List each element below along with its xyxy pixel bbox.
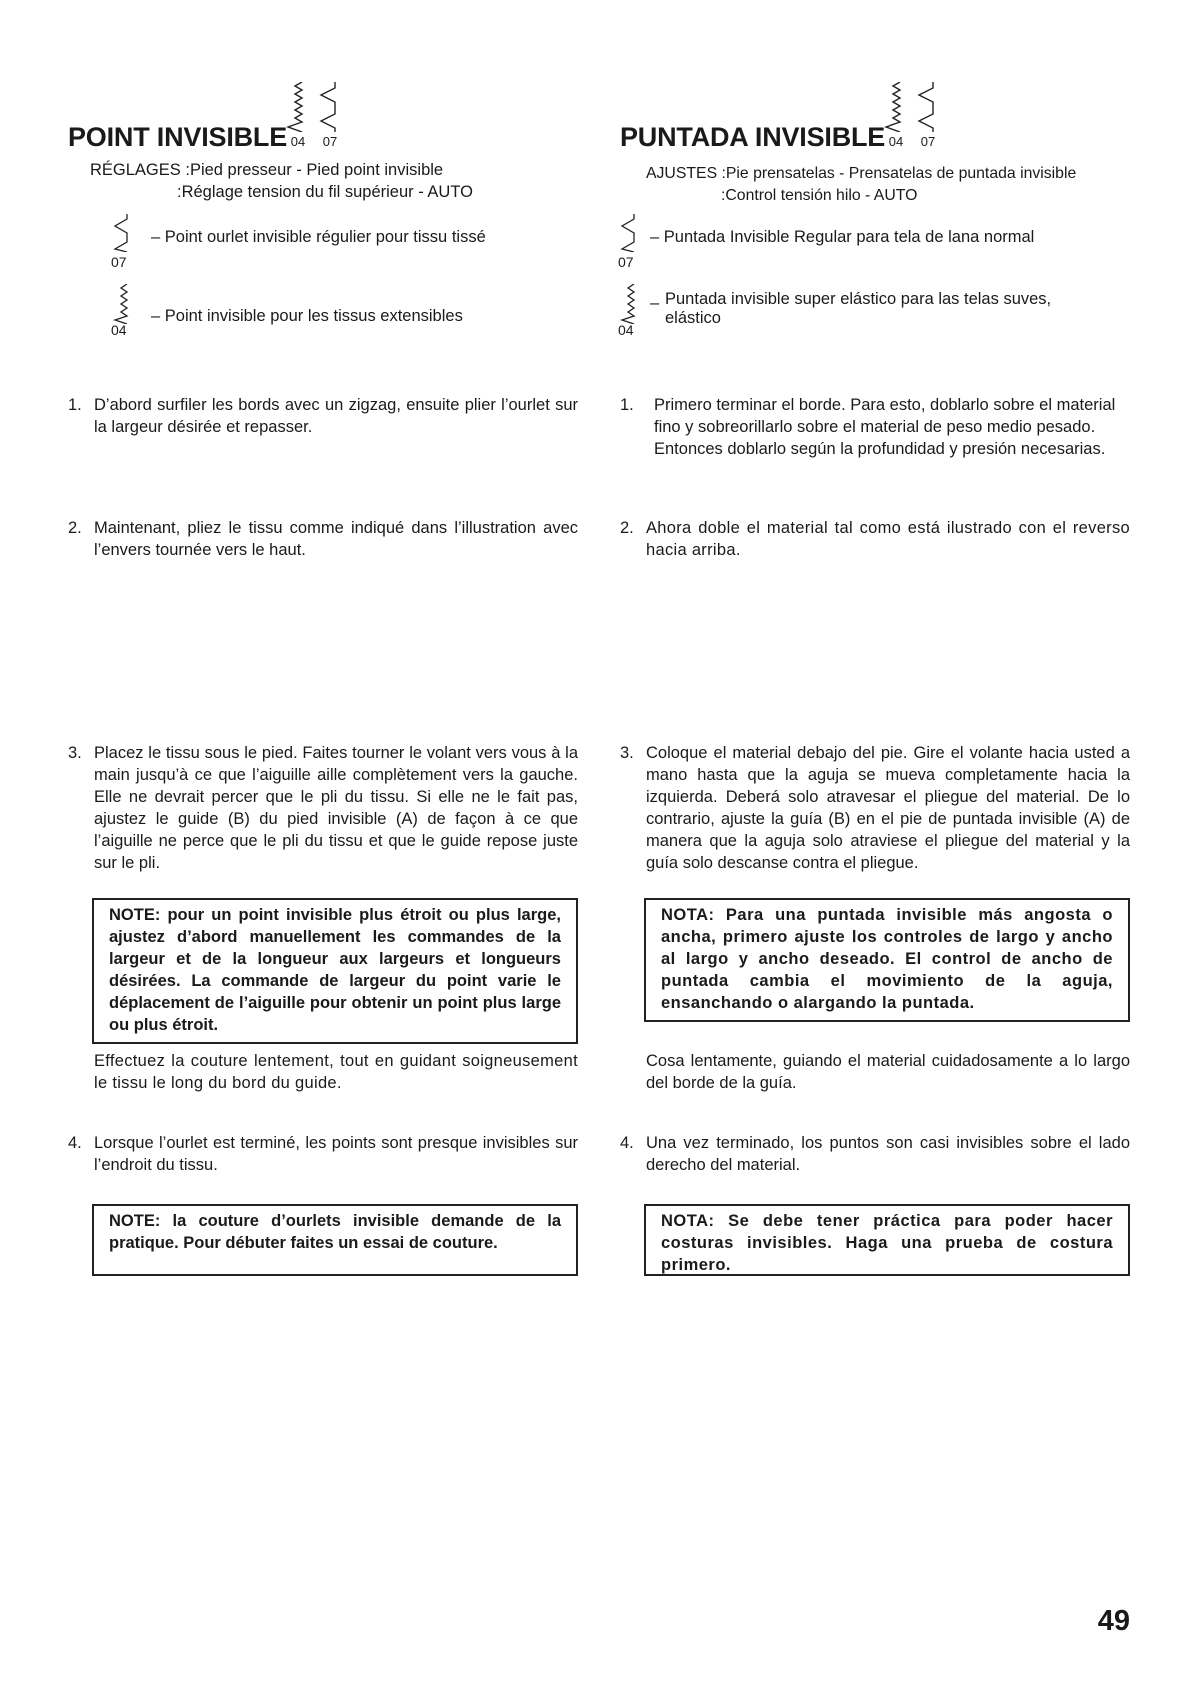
option-description: Puntada invisible super elástico para las telas suves, elástico [665, 290, 1052, 327]
settings-line: :Control tensión hilo - AUTO [721, 187, 918, 204]
stitch-number: 07 [618, 254, 634, 270]
spanish-column [620, 0, 1130, 1682]
stitch-number: 04 [111, 322, 127, 338]
step-number: 3. [620, 744, 634, 762]
page-title: PUNTADA INVISIBLE [620, 122, 886, 152]
stitch-number: 07 [111, 254, 127, 270]
step-text: Placez le tissu sous le pied. Faites tourner le volant vers vous à la main jusqu’à ce que l’aiguille aille complètement vers la gauche. Elle ne devrait percer que le pli du tissu. Si elle ne le fait pas, ajustez le guide (B) du pied invisible (A) de façon à ce que l’aiguille ne perce que le pli du tissu et que le guide repose juste sur le pli. [94, 744, 578, 872]
settings [90, 159, 473, 203]
stitch-number: 04 [618, 322, 634, 338]
step [68, 517, 578, 561]
step-number: 2. [620, 519, 634, 537]
stitch-number: 07 [920, 134, 936, 149]
page-number: 49 [1097, 1605, 1130, 1637]
settings-line: :Réglage tension du fil supérieur - AUTO [177, 183, 473, 201]
note-box: NOTE: pour un point invisible plus étroit ou plus large, ajustez d’abord manuellement les commandes de la largeur et de la longueur aux largeurs et longueurs désirées. La commande de largeur du point varie le déplacement de l’aiguille pour obtenir un point plus large ou plus étroit. [92, 898, 578, 1044]
step [620, 394, 1130, 460]
note-box: NOTA: Para una puntada invisible más angosta o ancha, primero ajuste los controles de largo y ancho al largo y ancho deseado. El control de ancho de puntada cambia el movimiento de la aguja, ensanchando o alargando la puntada. [644, 898, 1130, 1022]
option-description: – Point invisible pour les tissus extensibles [151, 307, 463, 325]
stitch-option [113, 214, 578, 274]
blind-hem-stitch-icon [113, 214, 133, 257]
step-text: Maintenant, pliez le tissu comme indiqué dans l’illustration avec l’envers tournée vers le haut. [94, 519, 578, 559]
stitch-number: 07 [322, 134, 338, 149]
step-number: 2. [68, 519, 82, 537]
note-box: NOTA: Se debe tener práctica para poder hacer costuras invisibles. Haga una prueba de costura primero. [644, 1204, 1130, 1276]
step-number: 4. [620, 1134, 634, 1152]
page-title: POINT INVISIBLE [68, 122, 288, 152]
blind-hem-stitch-icon [318, 82, 342, 132]
stitch-number: 04 [290, 134, 306, 149]
stretch-blind-hem-stitch-icon [286, 82, 310, 132]
step-text: Primero terminar el borde. Para esto, doblarlo sobre el material fino y sobreorillarlo sobre el material de peso medio pesado. Entonces doblarlo según la profundidad y presión necesarias. [654, 396, 1116, 458]
stretch-blind-hem-stitch-icon [884, 82, 908, 132]
step [68, 394, 578, 438]
sewing-instruction: Effectuez la couture lentement, tout en guidant soigneusement le tissu le long du bord du guide. [94, 1052, 578, 1092]
step-number: 1. [68, 396, 82, 414]
stitch-option [620, 284, 1085, 344]
step-text: Coloque el material debajo del pie. Gire el volante hacia usted a mano hasta que la aguja se mueva completamente hacia la izquierda. Deberá solo atravesar el pliegue del material. De lo contrario, ajuste la guía (B) en el pie de puntada invisible (A) de manera que la aguja solo atraviese el pliegue del material y la guía solo descanse contra el pliegue. [646, 744, 1130, 872]
step [620, 517, 1130, 561]
step-text: Ahora doble el material tal como está ilustrado con el reverso hacia arriba. [646, 519, 1130, 559]
settings-line: AJUSTES :Pie prensatelas - Prensatelas de puntada invisible [646, 165, 1077, 182]
step [620, 1132, 1130, 1176]
settings [646, 163, 1076, 207]
step [620, 742, 1130, 874]
step-number: 3. [68, 744, 82, 762]
note-box: NOTE: la couture d’ourlets invisible demande de la pratique. Pour débuter faites un essai de couture. [92, 1204, 578, 1276]
step-text: Lorsque l’ourlet est terminé, les points sont presque invisibles sur l’endroit du tissu. [94, 1134, 578, 1174]
settings-line: RÉGLAGES :Pied presseur - Pied point invisible [90, 161, 444, 179]
step-number: 4. [68, 1134, 82, 1152]
step [68, 1132, 578, 1176]
stitch-option [620, 214, 1085, 274]
step-text: Una vez terminado, los puntos son casi invisibles sobre el lado derecho del material. [646, 1134, 1130, 1174]
blind-hem-stitch-icon [916, 82, 940, 132]
option-description: – Point ourlet invisible régulier pour tissu tissé [151, 228, 486, 246]
step-number: 1. [620, 396, 634, 414]
french-column [68, 0, 578, 1682]
option-description: – Puntada Invisible Regular para tela de lana normal [650, 228, 1035, 246]
stitch-option [113, 284, 578, 344]
stitch-number: 04 [888, 134, 904, 149]
step-text: D’abord surfiler les bords avec un zigzag, ensuite plier l’ourlet sur la largeur désirée et repasser. [94, 396, 578, 436]
step [68, 742, 578, 874]
blind-hem-stitch-icon [620, 214, 640, 257]
dash: – [650, 294, 660, 312]
sewing-instruction: Cosa lentamente, guiando el material cuidadosamente a lo largo del borde de la guía. [646, 1052, 1130, 1092]
